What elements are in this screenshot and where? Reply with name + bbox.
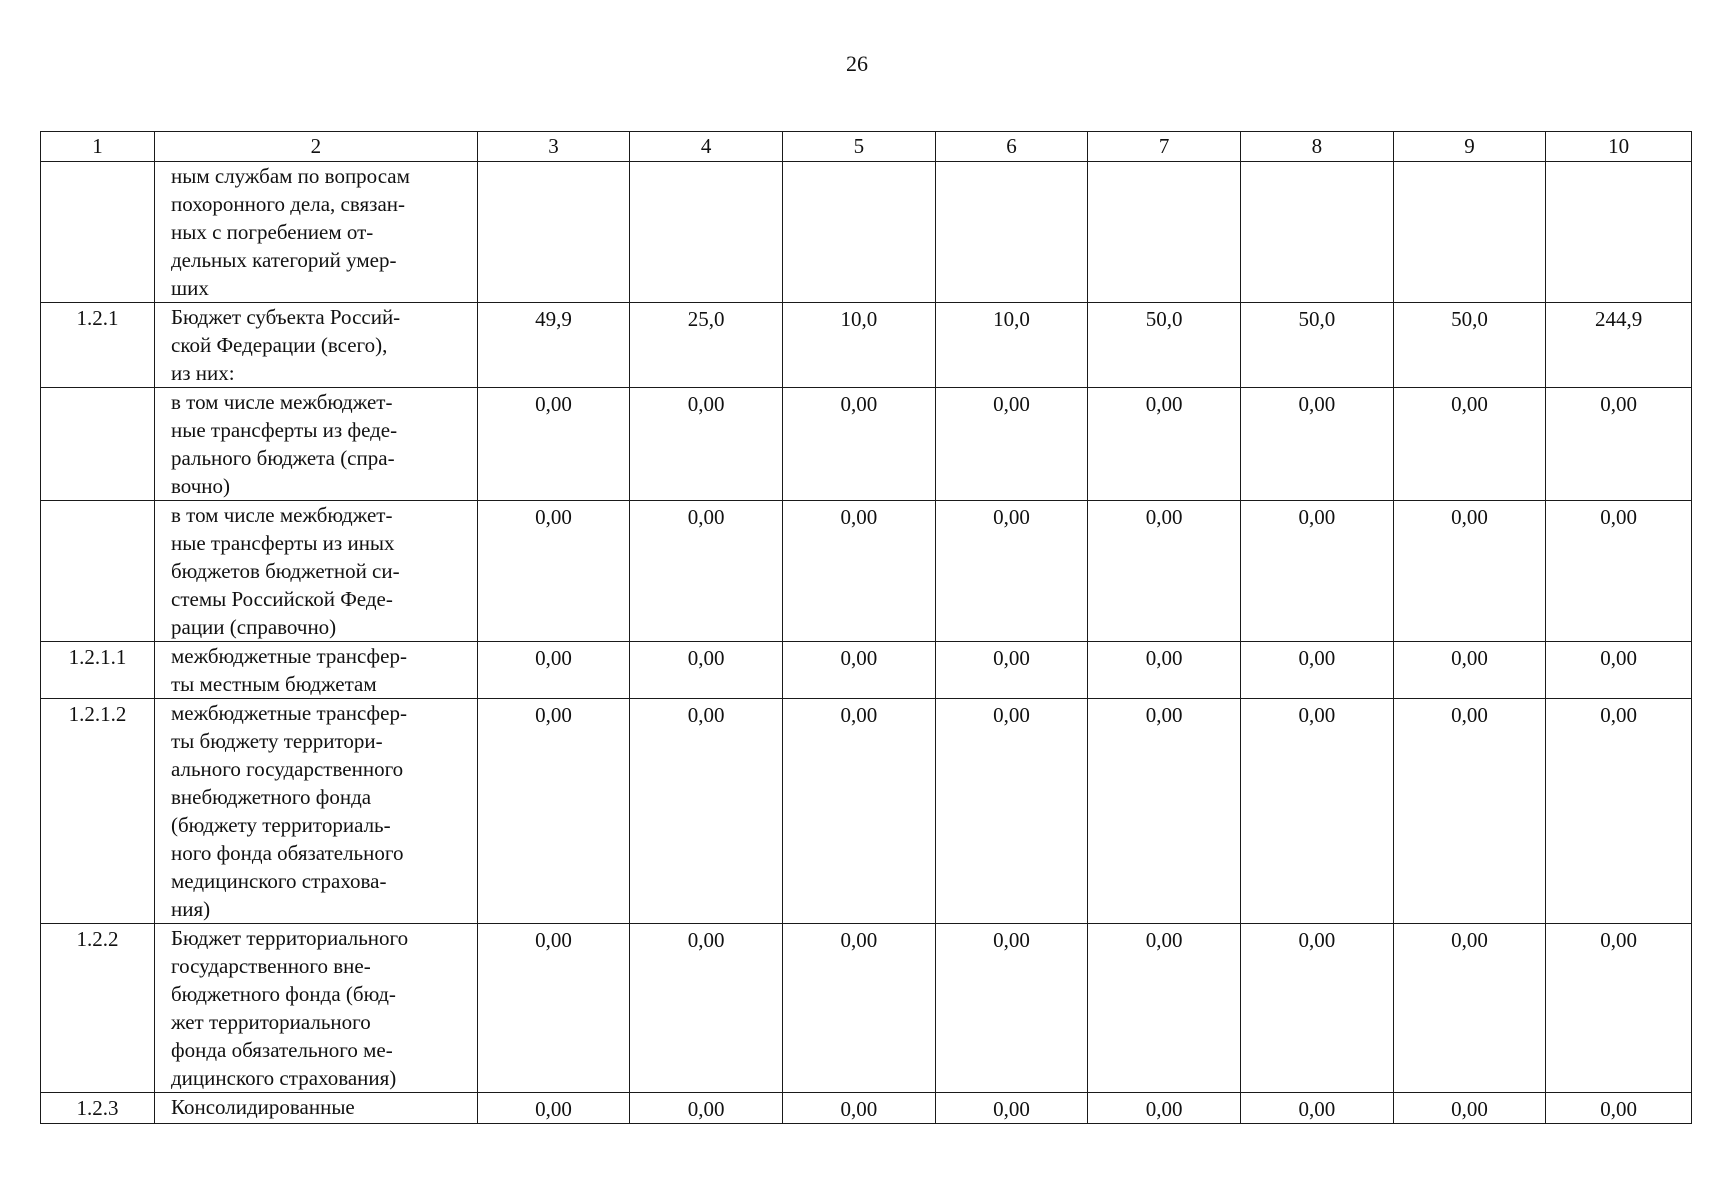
description-line: Консолидированные: [171, 1095, 355, 1119]
value-cell: 0,00: [1241, 388, 1394, 501]
row-code: [41, 388, 155, 501]
description-line: дельных категорий умер-: [171, 248, 397, 272]
value-cell: 0,00: [783, 924, 936, 1093]
value-cell: [477, 162, 630, 303]
description-line: ального государственного: [171, 757, 404, 781]
value-cell: 0,00: [477, 1093, 630, 1124]
value-cell: [1241, 162, 1394, 303]
value-cell: [935, 162, 1088, 303]
description-line: ния): [171, 897, 211, 921]
description-line: бюджетного фонда (бюд-: [171, 982, 396, 1006]
description-line: стемы Российской Феде-: [171, 587, 393, 611]
description-line: фонда обязательного ме-: [171, 1038, 393, 1062]
value-cell: 49,9: [477, 303, 630, 388]
value-cell: 50,0: [1393, 303, 1546, 388]
column-header: 8: [1241, 132, 1394, 162]
value-cell: 0,00: [1546, 388, 1692, 501]
value-cell: 0,00: [1088, 388, 1241, 501]
value-cell: 0,00: [935, 388, 1088, 501]
value-cell: 0,00: [1088, 699, 1241, 924]
table-row: [41, 642, 1692, 699]
description-line: ных с погребением от-: [171, 220, 374, 244]
column-header: 6: [935, 132, 1088, 162]
value-cell: 0,00: [1393, 642, 1546, 699]
value-cell: 0,00: [1393, 699, 1546, 924]
value-cell: [1088, 162, 1241, 303]
value-cell: 0,00: [477, 924, 630, 1093]
value-cell: 244,9: [1546, 303, 1692, 388]
value-cell: 0,00: [1546, 924, 1692, 1093]
column-header: 2: [155, 132, 478, 162]
column-header: 3: [477, 132, 630, 162]
value-cell: 50,0: [1088, 303, 1241, 388]
value-cell: 0,00: [477, 388, 630, 501]
row-description: [155, 388, 478, 501]
description-line: ные трансферты из иных: [171, 531, 395, 555]
value-cell: 0,00: [477, 501, 630, 642]
value-cell: 0,00: [1393, 388, 1546, 501]
value-cell: 0,00: [935, 1093, 1088, 1124]
value-cell: 0,00: [783, 1093, 936, 1124]
table-row: [41, 388, 1692, 501]
description-line: государственного вне-: [171, 954, 371, 978]
description-line: дицинского страхования): [171, 1066, 397, 1090]
description-line: рального бюджета (спра-: [171, 446, 395, 470]
value-cell: 50,0: [1241, 303, 1394, 388]
value-cell: 0,00: [935, 699, 1088, 924]
budget-table: [40, 131, 1692, 1124]
value-cell: 0,00: [935, 642, 1088, 699]
row-description: [155, 924, 478, 1093]
value-cell: 0,00: [1241, 924, 1394, 1093]
row-code: 1.2.1: [41, 303, 155, 388]
description-line: ты бюджету территори-: [171, 729, 383, 753]
column-header: 7: [1088, 132, 1241, 162]
value-cell: 0,00: [1546, 1093, 1692, 1124]
row-code: 1.2.1.2: [41, 699, 155, 924]
value-cell: 0,00: [935, 924, 1088, 1093]
value-cell: 0,00: [783, 699, 936, 924]
description-line: вочно): [171, 474, 231, 498]
table-row: [41, 162, 1692, 303]
table-row: [41, 699, 1692, 924]
value-cell: 0,00: [630, 924, 783, 1093]
description-line: рации (справочно): [171, 615, 337, 639]
table-body: [41, 162, 1692, 1124]
value-cell: 0,00: [1393, 1093, 1546, 1124]
value-cell: 0,00: [630, 699, 783, 924]
value-cell: 0,00: [1241, 699, 1394, 924]
value-cell: [630, 162, 783, 303]
row-code: 1.2.2: [41, 924, 155, 1093]
row-description: [155, 162, 478, 303]
description-line: Бюджет территориального: [171, 926, 409, 950]
value-cell: 0,00: [1393, 924, 1546, 1093]
value-cell: 0,00: [477, 699, 630, 924]
value-cell: 0,00: [1241, 1093, 1394, 1124]
column-header: 4: [630, 132, 783, 162]
value-cell: 10,0: [783, 303, 936, 388]
value-cell: 0,00: [1546, 501, 1692, 642]
value-cell: 0,00: [630, 388, 783, 501]
description-line: из них:: [171, 361, 235, 385]
header-row: [41, 132, 1692, 162]
description-line: жет территориального: [171, 1010, 371, 1034]
value-cell: 0,00: [1241, 642, 1394, 699]
value-cell: 0,00: [477, 642, 630, 699]
value-cell: 10,0: [935, 303, 1088, 388]
page-number: 26: [846, 51, 868, 76]
value-cell: 0,00: [630, 642, 783, 699]
value-cell: 0,00: [935, 501, 1088, 642]
description-line: ные трансферты из феде-: [171, 418, 398, 442]
row-code: [41, 162, 155, 303]
column-header: 5: [783, 132, 936, 162]
description-line: (бюджету территориаль-: [171, 813, 391, 837]
description-line: ской Федерации (всего),: [171, 333, 388, 357]
column-header: 9: [1393, 132, 1546, 162]
description-line: межбюджетные трансфер-: [171, 644, 407, 668]
description-line: внебюджетного фонда: [171, 785, 372, 809]
table-row: [41, 303, 1692, 388]
row-code: [41, 501, 155, 642]
column-header: 1: [41, 132, 155, 162]
value-cell: 0,00: [630, 501, 783, 642]
description-line: бюджетов бюджетной си-: [171, 559, 400, 583]
value-cell: 0,00: [630, 1093, 783, 1124]
row-description: [155, 1093, 478, 1124]
row-description: [155, 642, 478, 699]
value-cell: [1546, 162, 1692, 303]
value-cell: 0,00: [1393, 501, 1546, 642]
value-cell: 0,00: [1241, 501, 1394, 642]
description-line: медицинского страхова-: [171, 869, 387, 893]
value-cell: 0,00: [783, 501, 936, 642]
value-cell: 0,00: [783, 388, 936, 501]
description-line: в том числе межбюджет-: [171, 503, 393, 527]
value-cell: [1393, 162, 1546, 303]
description-line: в том числе межбюджет-: [171, 390, 393, 414]
value-cell: 0,00: [783, 642, 936, 699]
row-code: 1.2.1.1: [41, 642, 155, 699]
row-description: [155, 501, 478, 642]
value-cell: 0,00: [1546, 642, 1692, 699]
column-header: 10: [1546, 132, 1692, 162]
value-cell: 0,00: [1088, 1093, 1241, 1124]
value-cell: 0,00: [1088, 642, 1241, 699]
description-line: Бюджет субъекта Россий-: [171, 305, 401, 329]
description-line: похоронного дела, связан-: [171, 192, 406, 216]
value-cell: 25,0: [630, 303, 783, 388]
value-cell: 0,00: [1546, 699, 1692, 924]
description-line: ших: [171, 276, 209, 300]
value-cell: 0,00: [1088, 924, 1241, 1093]
table-row: [41, 501, 1692, 642]
description-line: ного фонда обязательного: [171, 841, 404, 865]
table-row: [41, 1093, 1692, 1124]
row-description: [155, 699, 478, 924]
row-code: 1.2.3: [41, 1093, 155, 1124]
row-description: [155, 303, 478, 388]
description-line: межбюджетные трансфер-: [171, 701, 407, 725]
description-line: ты местным бюджетам: [171, 672, 377, 696]
table-row: [41, 924, 1692, 1093]
value-cell: 0,00: [1088, 501, 1241, 642]
value-cell: [783, 162, 936, 303]
description-line: ным службам по вопросам: [171, 164, 410, 188]
